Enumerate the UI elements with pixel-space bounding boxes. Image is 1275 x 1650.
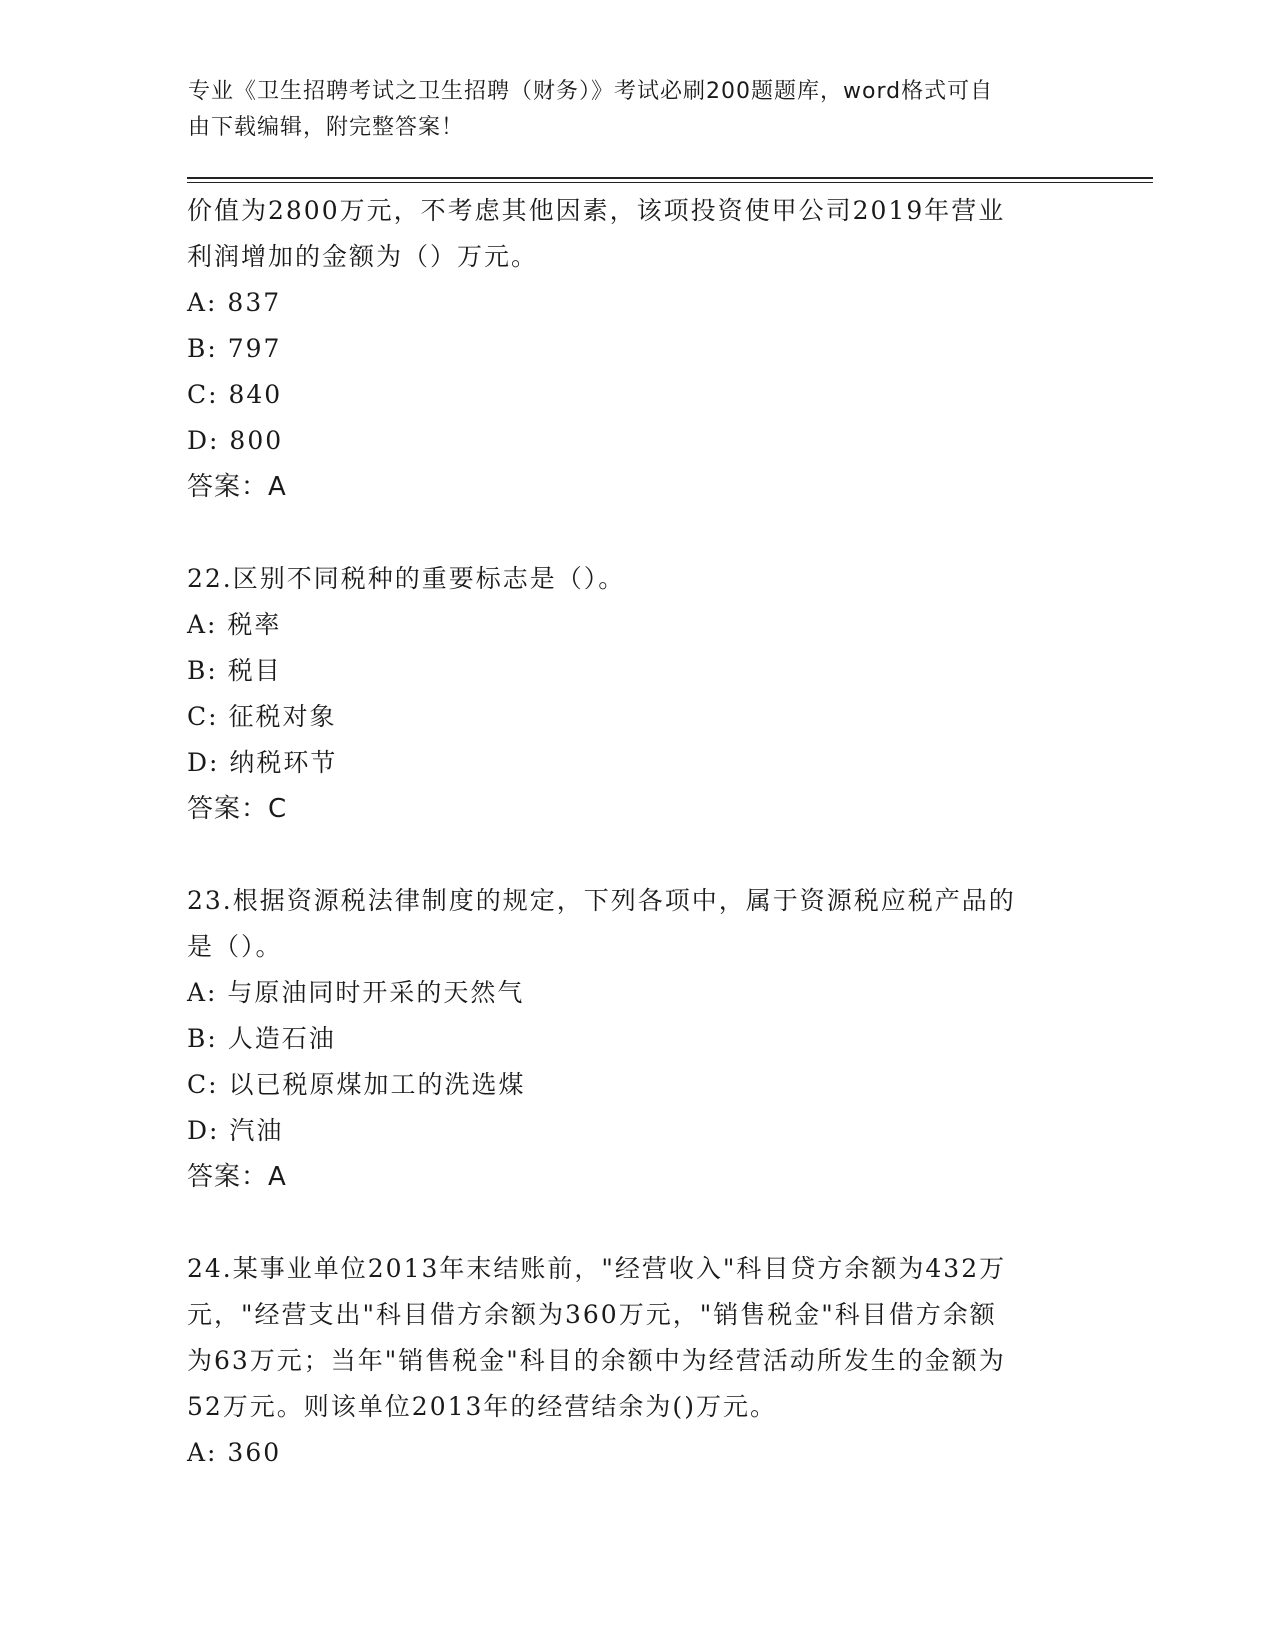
option-d: D: 纳税环节	[187, 748, 338, 777]
question-21-continued	[187, 188, 1087, 510]
header-divider-thin	[187, 182, 1153, 183]
answer-label: 答案：C	[187, 794, 288, 824]
option-c: C: 以已税原煤加工的洗选煤	[187, 1070, 526, 1099]
question-24	[187, 1246, 1087, 1476]
question-stem: 24.某事业单位2013年末结账前，"经营收入"科目贷方余额为432万	[187, 1254, 1007, 1283]
option-a: A: 税率	[187, 610, 282, 639]
question-stem: 52万元。则该单位2013年的经营结余为()万元。	[187, 1392, 777, 1421]
option-b: B: 人造石油	[187, 1024, 336, 1053]
option-b: B: 税目	[187, 656, 282, 685]
option-b: B: 797	[187, 334, 282, 363]
question-stem: 22.区别不同税种的重要标志是（）。	[187, 564, 626, 593]
header-line-2: 由下载编辑，附完整答案！	[188, 115, 465, 140]
question-stem: 利润增加的金额为（）万元。	[187, 242, 539, 271]
option-d: D: 汽油	[187, 1116, 284, 1145]
question-22	[187, 556, 1087, 832]
question-list	[187, 188, 1087, 1476]
option-a: A: 与原油同时开采的天然气	[187, 978, 525, 1007]
question-stem: 为63万元；当年"销售税金"科目的余额中为经营活动所发生的金额为	[187, 1346, 1006, 1375]
option-a: A: 837	[187, 288, 282, 317]
answer-label: 答案：A	[187, 1162, 287, 1192]
option-c: C: 840	[187, 380, 283, 409]
question-stem: 价值为2800万元，不考虑其他因素，该项投资使甲公司2019年营业	[187, 196, 1006, 225]
option-d: D: 800	[187, 426, 284, 455]
question-23	[187, 878, 1087, 1200]
question-stem: 元，"经营支出"科目借方余额为360万元，"销售税金"科目借方余额	[187, 1300, 997, 1329]
document-header	[188, 74, 1068, 146]
option-c: C: 征税对象	[187, 702, 337, 731]
header-line-1: 专业《卫生招聘考试之卫生招聘（财务）》考试必刷200题题库，word格式可自	[188, 79, 994, 104]
question-stem: 是（）。	[187, 932, 283, 961]
header-divider-thick	[187, 177, 1153, 179]
option-a: A: 360	[187, 1438, 282, 1467]
answer-label: 答案：A	[187, 472, 287, 502]
question-stem: 23.根据资源税法律制度的规定，下列各项中，属于资源税应税产品的	[187, 886, 1016, 915]
